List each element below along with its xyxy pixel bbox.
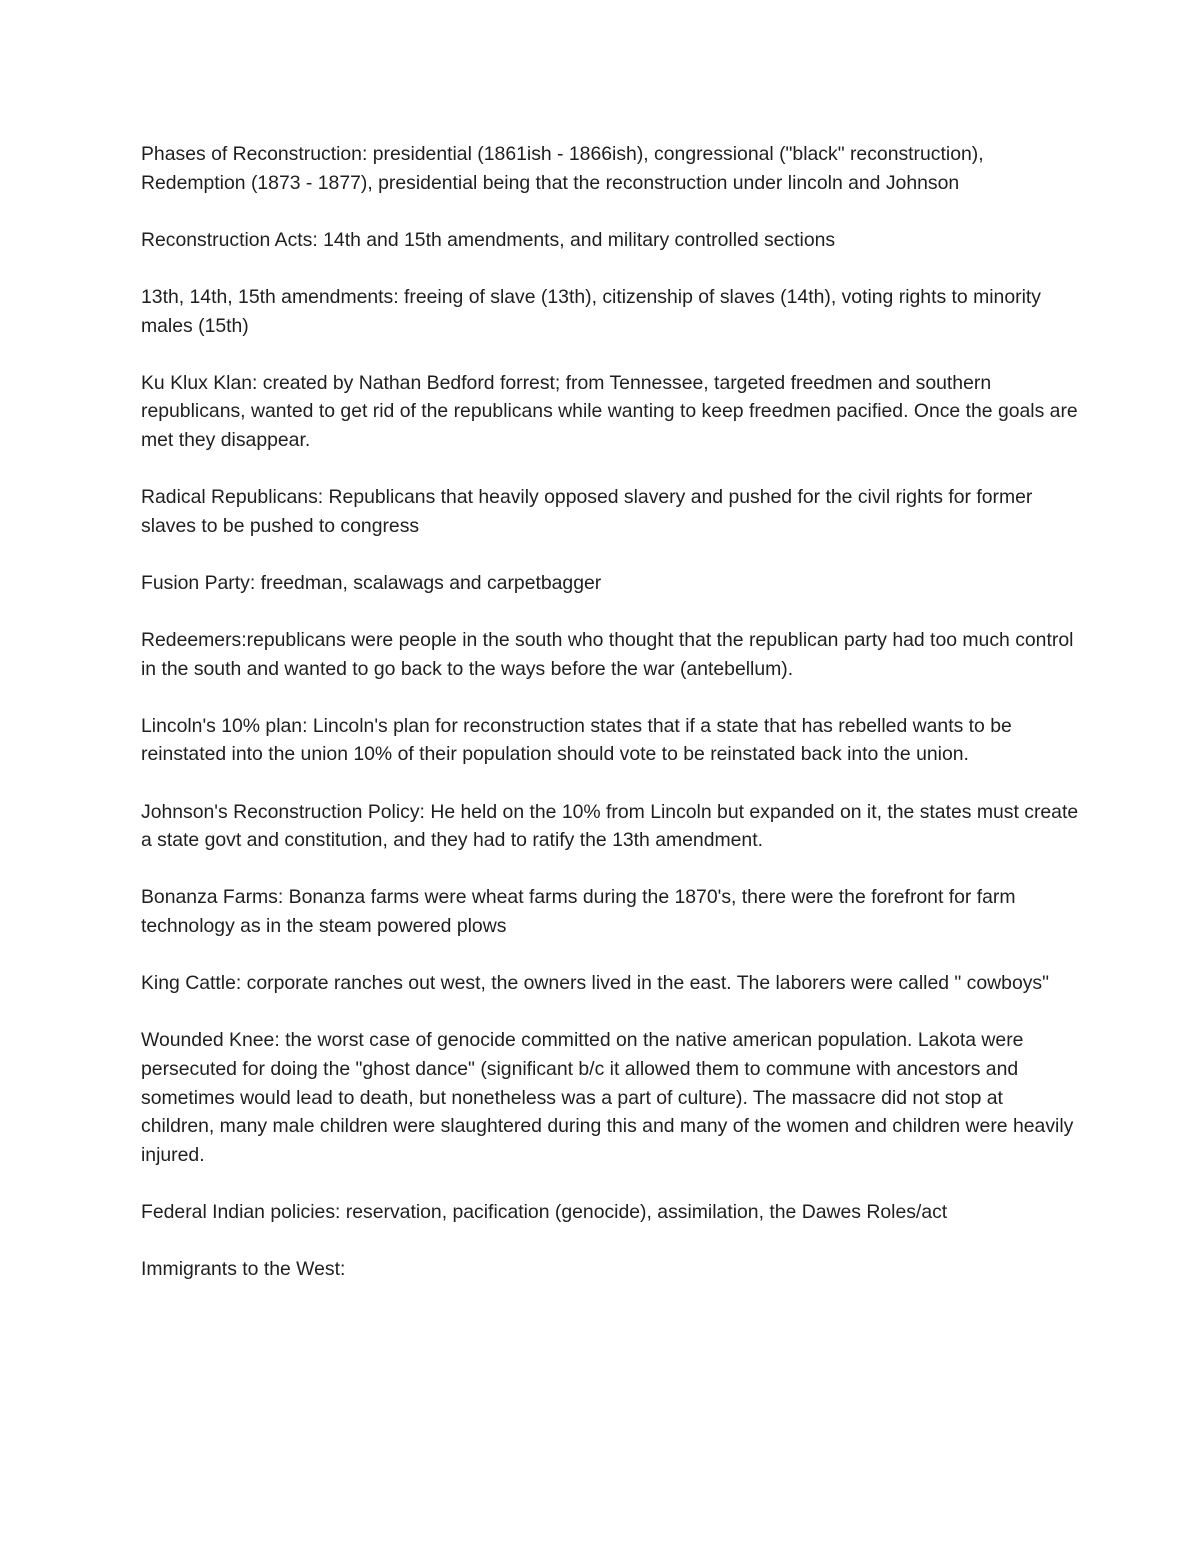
paragraph-king-cattle: King Cattle: corporate ranches out west, the owners lived in the east. The laborers were called " cowboys" (141, 972, 1049, 995)
paragraph-johnsons-policy: Johnson's Reconstruction Policy: He held on the 10% from Lincoln but expanded on it, the states must create a state govt and constitution, and they had to ratify the 13th amendment. (141, 800, 1079, 852)
paragraph-immigrants-to-the-west: Immigrants to the West: (141, 1258, 346, 1281)
paragraph-fusion-party: Fusion Party: freedman, scalawags and carpetbagger (141, 571, 602, 594)
paragraph-redeemers: Redeemers:republicans were people in the south who thought that the republican party had too much control in the south and wanted to go back to the ways before the war (antebellum). (141, 629, 1074, 680)
paragraph-phases-of-reconstruction: Phases of Reconstruction: presidential (1861ish - 1866ish), congressional ("black" reconstruction), Redemption (1873 - 1877), presidential being that the reconstruction under lincoln and Johnson (141, 143, 984, 194)
document-body (141, 140, 1081, 1312)
paragraph-lincolns-plan: Lincoln's 10% plan: Lincoln's plan for reconstruction states that if a state that has rebelled wants to be reinstated into the union 10% of their population should vote to be reinstated back into the union. (141, 714, 1012, 766)
paragraph-reconstruction-acts: Reconstruction Acts: 14th and 15th amendments, and military controlled sections (141, 228, 836, 251)
paragraph-amendments: 13th, 14th, 15th amendments: freeing of slave (13th), citizenship of slaves (14th), voting rights to minority males (15th) (141, 285, 1041, 337)
paragraph-ku-klux-klan: Ku Klux Klan: created by Nathan Bedford forrest; from Tennessee, targeted freedmen and southern republicans, wanted to get rid of the republicans while wanting to keep freedmen pacified. Once the goals are met they disappear. (141, 371, 1078, 451)
paragraph-wounded-knee: Wounded Knee: the worst case of genocide committed on the native american population. Lakota were persecuted for doing the "ghost dance" (significant b/c it allowed them to commune with ancestors and sometimes would lead to death, but nonetheless was a part of culture). The massacre did not stop at children, many male children were slaughtered during this and many of the women and children were heavily injured. (141, 1029, 1074, 1166)
paragraph-federal-indian-policies: Federal Indian policies: reservation, pacification (genocide), assimilation, the Dawes Roles/act (141, 1200, 948, 1223)
paragraph-radical-republicans: Radical Republicans: Republicans that heavily opposed slavery and pushed for the civil rights for former slaves to be pushed to congress (141, 486, 1033, 537)
paragraph-bonanza-farms: Bonanza Farms: Bonanza farms were wheat farms during the 1870's, there were the forefront for farm technology as in the steam powered plows (141, 886, 1016, 938)
